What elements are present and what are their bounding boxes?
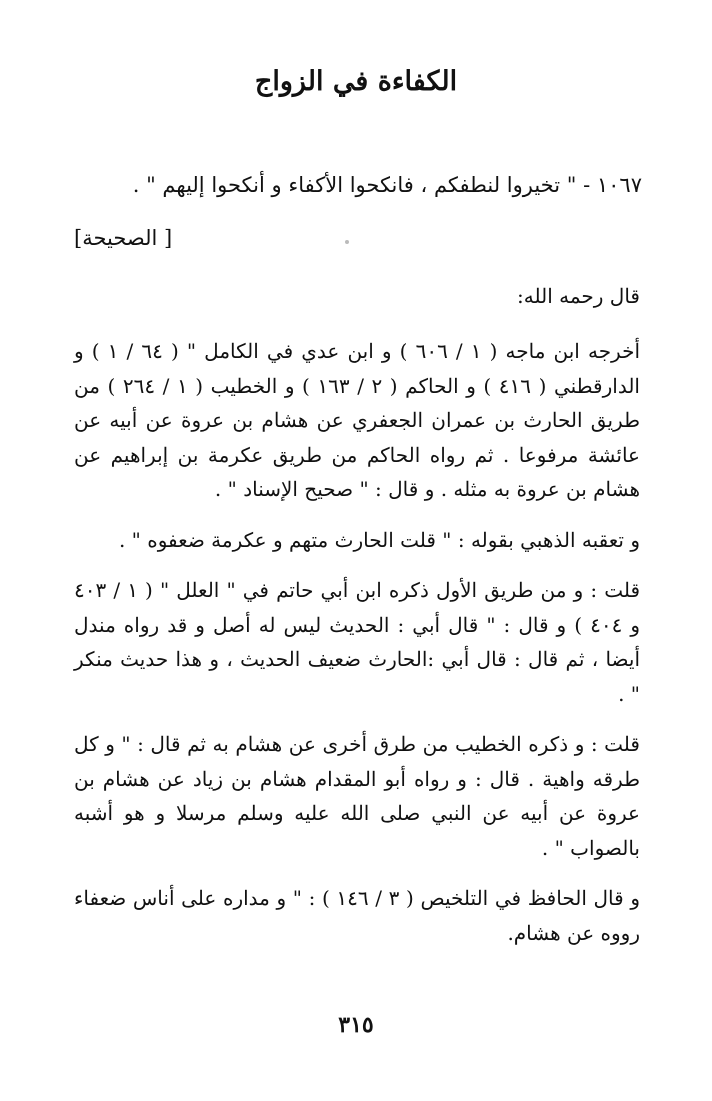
paragraph-dhahabi: و تعقبه الذهبي بقوله : " قلت الحارث متهم و عكرمة ضعفوه " . xyxy=(118,527,640,552)
paragraph-ilal: قلت : و من طريق الأول ذكره ابن أبي حاتم في " العلل " ( ١ / ٤٠٣ و ٤٠٤ ) و قال : " قال أبي : الحديث ليس له أصل و قد رواه مندل أيضا ، ثم قال : قال أبي :الحارث ضعيف الحديث ، و هذا حديث منكر " . xyxy=(74,578,641,706)
page-number: ٣١٥ xyxy=(338,1012,374,1038)
commentary-intro: قال رحمه الله: xyxy=(517,284,640,308)
hadith-text: ١٠٦٧ - " تخيروا لنطفكم ، فانكحوا الأكفاء و أنكحوا إليهم " . xyxy=(132,173,642,197)
paragraph-talkhis: و قال الحافظ في التلخيص ( ٣ / ١٤٦ ) : " و مداره على أناس ضعفاء رووه عن هشام. xyxy=(74,886,640,945)
hadith-grade: [ الصحيحة] xyxy=(74,226,173,250)
paragraph-takhrij: أخرجه ابن ماجه ( ١ / ٦٠٦ ) و ابن عدي في الكامل " ( ٦٤ / ١ ) و الدارقطني ( ٤١٦ ) و الحاكم ( ٢ / ١٦٣ ) و الخطيب ( ١ / ٢٦٤ ) من طريق الحارث بن عمران الجعفري عن هشام بن عروة عن أبيه عن عائشة مرفوعا . ثم رواه الحاكم من طريق عكرمة بن إبراهيم عن هشام بن عروة به مثله . و قال : " صحيح الإسناد " . xyxy=(74,339,641,501)
print-speck xyxy=(345,240,349,244)
paragraph-khatib: قلت : و ذكره الخطيب من طرق أخرى عن هشام به ثم قال : " و كل طرقه واهية . قال : و رواه أبو المقدام هشام بن زياد عن هشام بن عروة عن أبيه عن النبي صلى الله عليه وسلم مرسلا و هو أشبه بالصواب " . xyxy=(74,732,640,860)
commentary-body xyxy=(74,334,640,966)
page-title: الكفاءة في الزواج xyxy=(254,66,458,97)
